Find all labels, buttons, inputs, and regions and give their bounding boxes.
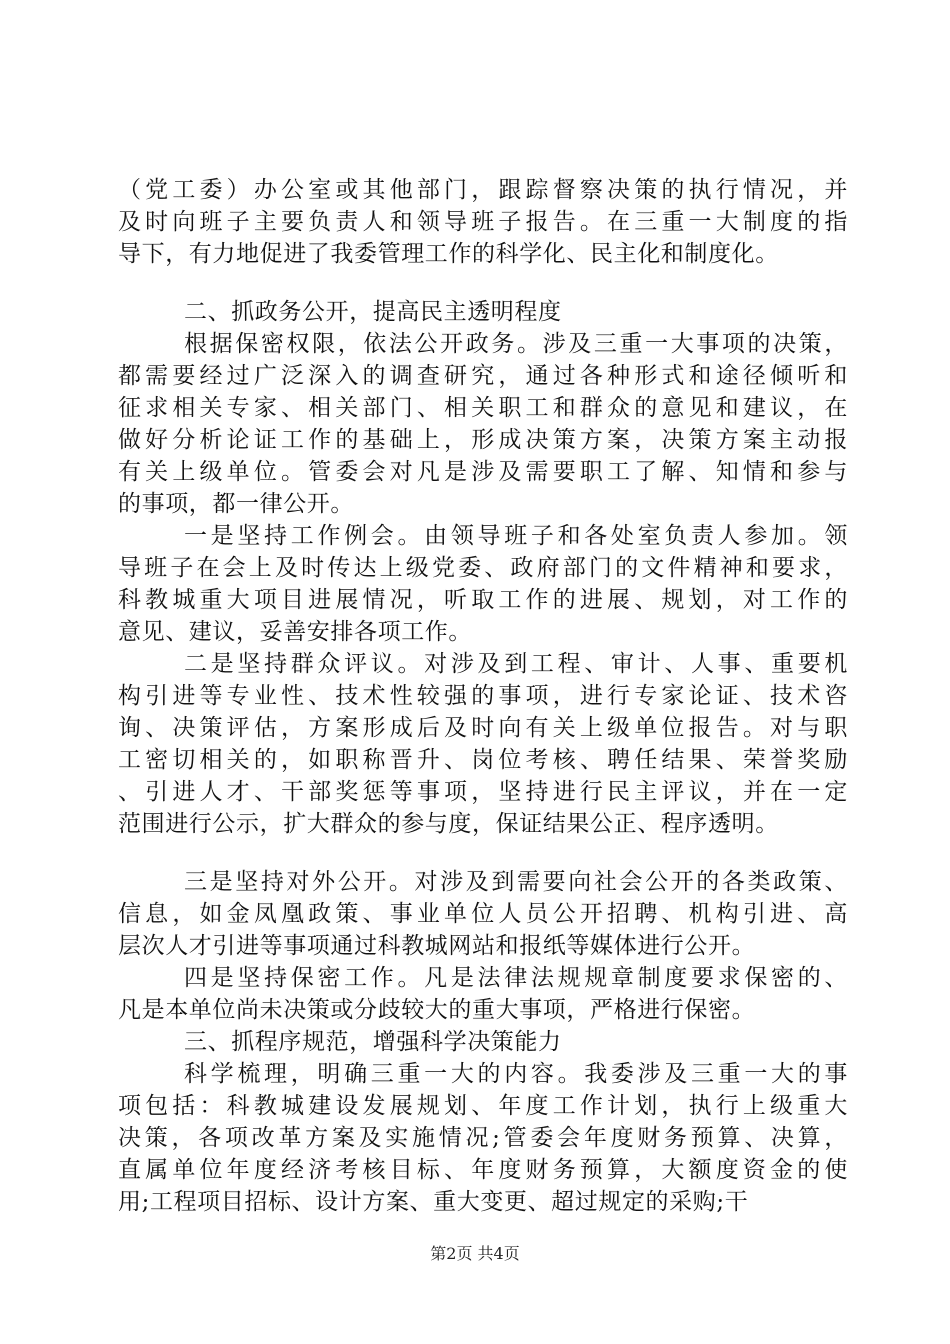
paragraph-line: 询、决策评估，方案形成后及时向有关上级单位报告。对与职 xyxy=(118,715,848,741)
paragraph-line: 导下，有力地促进了我委管理工作的科学化、民主化和制度化。 xyxy=(118,241,779,267)
paragraph xyxy=(118,520,848,648)
paragraph-gap xyxy=(118,840,848,866)
paragraph xyxy=(118,1026,848,1058)
paragraph-line: 根据保密权限，依法公开政务。涉及三重一大事项的决策， xyxy=(184,331,848,357)
paragraph xyxy=(118,962,848,1026)
paragraph-line: 范围进行公示，扩大群众的参与度，保证结果公正、程序透明。 xyxy=(118,811,779,837)
paragraph-line: 二是坚持群众评议。对涉及到工程、审计、人事、重要机 xyxy=(184,651,848,677)
paragraph xyxy=(118,866,848,962)
paragraph-line: 有关上级单位。管委会对凡是涉及需要职工了解、知情和参与 xyxy=(118,459,848,485)
paragraph-line: 决策，各项改革方案及实施情况;管委会年度财务预算、决算， xyxy=(118,1125,848,1151)
paragraph-line: （党工委）办公室或其他部门，跟踪督察决策的执行情况，并 xyxy=(118,177,848,203)
paragraph-line: 用;工程项目招标、设计方案、重大变更、超过规定的采购;干 xyxy=(118,1189,749,1215)
paragraph xyxy=(118,174,848,270)
paragraph-line: 科教城重大项目进展情况，听取工作的进展、规划，对工作的 xyxy=(118,587,848,613)
paragraph-line: 三、抓程序规范，增强科学决策能力 xyxy=(184,1029,562,1055)
page-footer: 第2页 共4页 xyxy=(430,1244,520,1263)
paragraph-gap xyxy=(118,270,848,296)
paragraph-line: 做好分析论证工作的基础上，形成决策方案，决策方案主动报 xyxy=(118,427,848,453)
paragraph-line: 及时向班子主要负责人和领导班子报告。在三重一大制度的指 xyxy=(118,209,848,235)
paragraph-line: 的事项，都一律公开。 xyxy=(118,491,354,517)
paragraph-line: 意见、建议，妥善安排各项工作。 xyxy=(118,619,472,645)
paragraph-line: 凡是本单位尚未决策或分歧较大的重大事项，严格进行保密。 xyxy=(118,997,756,1023)
paragraph-line: 导班子在会上及时传达上级党委、政府部门的文件精神和要求， xyxy=(118,555,848,581)
paragraph-line: 科学梳理，明确三重一大的内容。我委涉及三重一大的事 xyxy=(184,1061,848,1087)
paragraph xyxy=(118,328,848,520)
paragraph-line: 信息，如金凤凰政策、事业单位人员公开招聘、机构引进、高 xyxy=(118,901,848,927)
paragraph-line: 工密切相关的，如职称晋升、岗位考核、聘任结果、荣誉奖励 xyxy=(118,747,848,773)
paragraph-line: 三是坚持对外公开。对涉及到需要向社会公开的各类政策、 xyxy=(184,869,848,895)
paragraph-line: 直属单位年度经济考核目标、年度财务预算，大额度资金的使 xyxy=(118,1157,848,1183)
paragraph xyxy=(118,1058,848,1218)
paragraph xyxy=(118,648,848,840)
paragraph-line: 征求相关专家、相关部门、相关职工和群众的意见和建议，在 xyxy=(118,395,848,421)
paragraph-line: 一是坚持工作例会。由领导班子和各处室负责人参加。领 xyxy=(184,523,848,549)
paragraph-line: 构引进等专业性、技术性较强的事项，进行专家论证、技术咨 xyxy=(118,683,848,709)
paragraph-line: 、引进人才、干部奖惩等事项，坚持进行民主评议，并在一定 xyxy=(118,779,848,805)
paragraph-line: 二、抓政务公开，提高民主透明程度 xyxy=(184,299,562,325)
paragraph-line: 四是坚持保密工作。凡是法律法规规章制度要求保密的、 xyxy=(184,965,848,991)
paragraph-line: 项包括：科教城建设发展规划、年度工作计划，执行上级重大 xyxy=(118,1093,848,1119)
paragraph-line: 都需要经过广泛深入的调查研究，通过各种形式和途径倾听和 xyxy=(118,363,848,389)
document-body xyxy=(118,174,848,1218)
paragraph xyxy=(118,296,848,328)
paragraph-line: 层次人才引进等事项通过科教城网站和报纸等媒体进行公开。 xyxy=(118,933,756,959)
